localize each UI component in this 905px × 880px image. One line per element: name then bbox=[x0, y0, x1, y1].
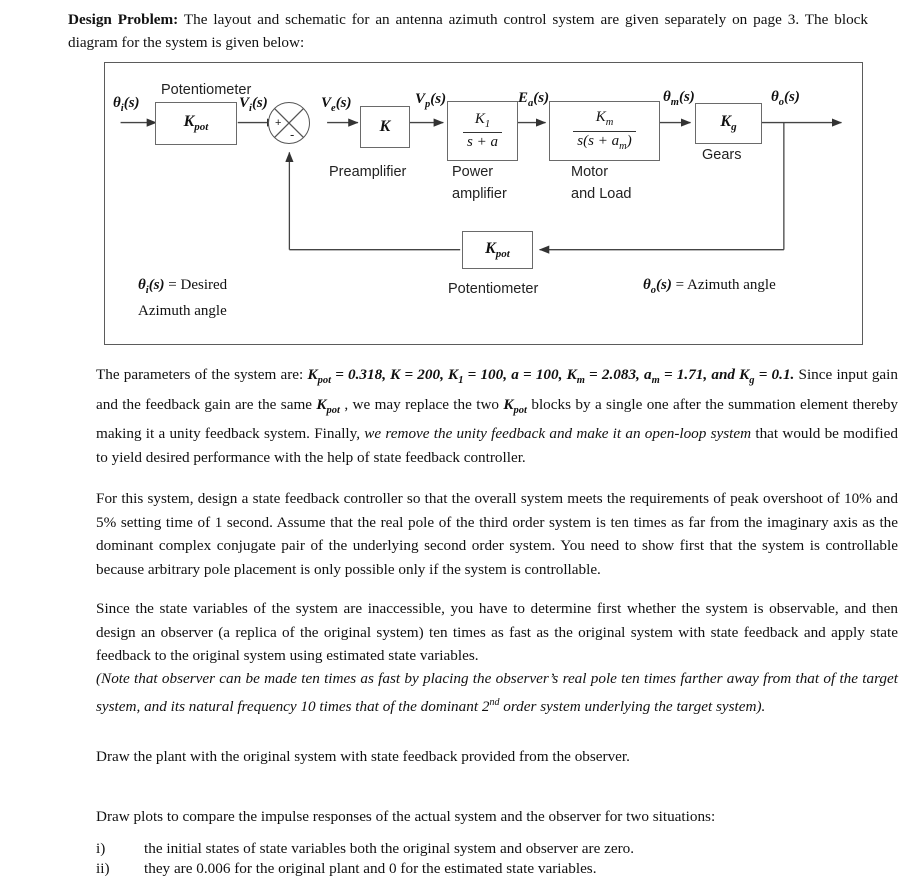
paragraph-design-requirements: For this system, design a state feedback controller so that the overall system meets the requirements of peak overshoot of 10% and 5% setting time of 1 second. Assume that the real pole of the third order system is ten times as far from the imaginary axis as the dominant complex conjugate pair of the underlying second order system. You need to show first that the system is controllable because arbitrary pole placement is only possible only if the system is controllable. bbox=[96, 490, 898, 578]
paragraph-draw-plant: Draw the plant with the original system with state feedback provided from the observer. bbox=[96, 748, 630, 765]
motor-denominator: $s(s + a_m)$ bbox=[573, 131, 635, 153]
power-amplifier-denominator: s + a bbox=[463, 132, 502, 151]
parameters-values: $K_{pot} = 0.318$, K = 200, $K_1 = 100$, a = 100, $K_m = 2.083$, $a_m = 1.71$, and $K_g = 0.1$. bbox=[307, 366, 795, 387]
legend-output-text: = Azimuth angle bbox=[671, 277, 776, 293]
signal-theta-i: $\theta_i(s)$ bbox=[113, 95, 140, 114]
list-item-text: the initial states of state variables both the original system and observer are zero. bbox=[144, 840, 635, 857]
motor-numerator: $K_m$ bbox=[595, 109, 614, 129]
paragraph-observer: Since the state variables of the system are inaccessible, you have to determine first whether the system is observable, and then design an observer (a replica of the original system) ten times as fast as the original system with state feedback and apply state feedback to the original system using estimated state variables. bbox=[96, 600, 898, 664]
signal-v-i: $V_i(s)$ bbox=[239, 95, 268, 114]
potentiometer-feedback-caption: Potentiometer bbox=[448, 281, 539, 297]
parameters-rest2: , we may replace the two bbox=[339, 395, 504, 413]
list-item-marker: i) bbox=[96, 840, 106, 857]
potentiometer-input-caption: Potentiometer bbox=[161, 82, 252, 98]
signal-v-e: $V_e(s)$ bbox=[321, 95, 352, 114]
block-potentiometer-feedback-label: $K_{pot}$ bbox=[485, 239, 510, 261]
block-gears-label: $K_g$ bbox=[720, 113, 737, 134]
power-amplifier-numerator: $K_1$ bbox=[474, 110, 491, 130]
note-part1: (Note that observer can be made ten times as fast by placing the observer’s real pole ten times farther away from that of the target system, and its natural frequency 10 times that of the dominant 2 bbox=[96, 670, 898, 715]
signal-theta-m: $\theta_m(s)$ bbox=[663, 89, 695, 108]
block-potentiometer-input bbox=[155, 102, 237, 145]
paragraph-draw-plots: Draw plots to compare the impulse responses of the actual system and the observer for two situations: bbox=[96, 808, 716, 825]
signal-v-p: $V_p(s)$ bbox=[415, 91, 447, 110]
list-item bbox=[96, 838, 898, 860]
parameters-lead: The parameters of the system are: bbox=[96, 366, 308, 383]
block-motor-transfer bbox=[573, 109, 635, 152]
block-preamplifier-label: K bbox=[379, 118, 391, 135]
parameters-kpot-1: $K_{pot}$ bbox=[316, 395, 340, 416]
block-gears bbox=[695, 103, 762, 144]
block-power-amplifier-transfer bbox=[463, 111, 502, 151]
parameters-rest3: blocks by a single one after the summation element thereby making it a unity feedback system. Finally, bbox=[96, 395, 899, 443]
paragraph-parameters bbox=[96, 363, 898, 469]
power-amplifier-caption-line1: Power bbox=[452, 164, 494, 180]
power-amplifier-caption-line2: amplifier bbox=[452, 186, 507, 202]
block-preamplifier bbox=[360, 106, 410, 148]
note-superscript: nd bbox=[489, 696, 500, 708]
motor-caption-line1: Motor bbox=[571, 164, 609, 180]
note-part2: order system underlying the target system). bbox=[499, 697, 766, 715]
legend-input-line2: Azimuth angle bbox=[138, 303, 227, 319]
parameters-rest4: that would be modified to yield desired performance with the help of state feedback controller. bbox=[96, 425, 898, 466]
block-motor-and-load bbox=[549, 101, 660, 161]
block-power-amplifier bbox=[447, 101, 518, 161]
signal-e-a: $E_a(s)$ bbox=[518, 90, 550, 109]
list-item-text: they are 0.006 for the original plant and 0 for the estimated state variables. bbox=[144, 860, 597, 877]
legend-output-symbol: $\theta_o(s)$ bbox=[643, 277, 672, 296]
signal-theta-o: $\theta_o(s)$ bbox=[771, 89, 800, 108]
block-potentiometer-input-label: $K_{pot}$ bbox=[183, 113, 209, 134]
preamplifier-caption: Preamplifier bbox=[329, 164, 407, 180]
legend-input-symbol: $\theta_i(s)$ bbox=[138, 277, 165, 296]
summing-junction bbox=[268, 102, 310, 144]
legend-output bbox=[643, 275, 776, 301]
intro-paragraph bbox=[68, 8, 868, 54]
parameters-italic-clause: we remove the unity feedback and make it an open-loop system bbox=[364, 425, 752, 443]
block-diagram bbox=[104, 62, 863, 345]
legend-input-text: = Desired bbox=[164, 277, 228, 293]
parameters-rest1: Since input gain and the feedback gain are the same bbox=[96, 366, 898, 413]
list-item-marker: ii) bbox=[96, 860, 110, 877]
design-problem-heading: Design Problem: bbox=[68, 11, 179, 28]
motor-caption-line2: and Load bbox=[571, 186, 632, 202]
parameters-kpot-2: $K_{pot}$ bbox=[503, 395, 527, 416]
block-potentiometer-feedback bbox=[462, 231, 533, 269]
intro-text: The layout and schematic for an antenna azimuth control system are given separately on page 3. The block diagram for the system is given below: bbox=[68, 11, 868, 51]
sum-plus-sign: + bbox=[275, 117, 282, 129]
paragraph-note bbox=[96, 667, 898, 718]
sum-minus-sign: - bbox=[290, 127, 295, 142]
legend-input bbox=[138, 275, 227, 322]
gears-caption: Gears bbox=[702, 147, 742, 163]
